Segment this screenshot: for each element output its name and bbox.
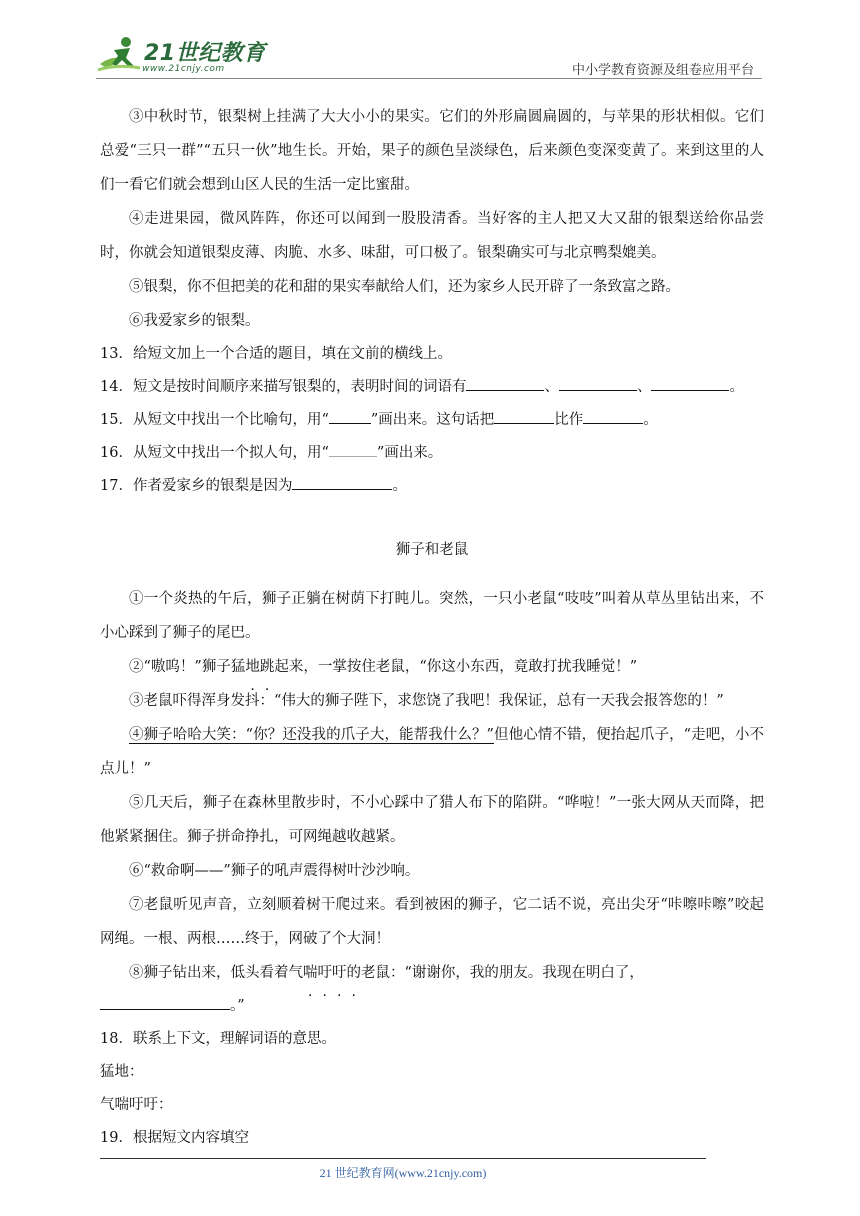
answer-blank[interactable] bbox=[583, 409, 643, 424]
question-15: 15．从短文中找出一个比喻句，用“ ”画出来。这句话把 比作 。 bbox=[100, 404, 764, 437]
passage1-paragraph-3: ③中秋时节，银梨树上挂满了大大小小的果实。它们的外形扁圆扁圆的，与苹果的形状相似。它们总爱“三只一群”“五只一伙”地生长。开始，果子的颜色呈淡绿色，后来颜色变深变黄了。来到这里的人们一看它们就会想到山区人民的生活一定比蜜甜。 bbox=[100, 109, 764, 193]
question-13: 13．给短文加上一个合适的题目，填在文前的横线上。 bbox=[100, 346, 452, 362]
underlined-sentence: ④狮子哈哈大笑：“你？还没我的爪子大，能帮我什么？” bbox=[129, 726, 494, 743]
question-16: 16．从短文中找出一个拟人句，用“ ”画出来。 bbox=[100, 437, 764, 470]
underline-sample bbox=[329, 409, 371, 424]
page-header bbox=[96, 34, 762, 78]
header-divider bbox=[96, 78, 762, 79]
dotted-char: 猛 bbox=[230, 658, 246, 675]
dotted-char: 吁 bbox=[317, 964, 332, 981]
passage1-paragraph-6: ⑥我爱家乡的银梨。 bbox=[129, 313, 260, 329]
answer-blank[interactable] bbox=[559, 376, 637, 391]
answer-blank[interactable] bbox=[292, 475, 392, 490]
dotted-char: 吁 bbox=[332, 964, 347, 981]
logo-url: www.21cnjy.com bbox=[142, 64, 225, 74]
wavy-underline-sample bbox=[329, 442, 377, 457]
passage2-paragraph-8-continued: 。” bbox=[100, 990, 764, 1023]
passage2-paragraph-5: ⑤几天后，狮子在森林里散步时，不小心踩中了猎人布下的陷阱。“哗啦！”一张大网从天而降，把他紧紧捆住。狮子拼命挣扎，可网绳越收越紧。 bbox=[100, 794, 764, 845]
passage1-paragraph-4: ④走进果园，微风阵阵，你还可以闻到一股股清香。当好客的主人把又大又甜的银梨送给你品尝时，你就会知道银梨皮薄、肉脆、水多、味甜，可口极了。银梨确实可与北京鸭梨媲美。 bbox=[100, 211, 764, 261]
question-17: 17．作者爱家乡的银梨是因为 。 bbox=[100, 470, 764, 503]
passage2-paragraph-1: ①一个炎热的午后，狮子正躺在树荫下打盹儿。突然，一只小老鼠“吱吱”叫着从草丛里钻出来，不小心踩到了狮子的尾巴。 bbox=[100, 590, 764, 641]
footer-divider bbox=[100, 1158, 706, 1159]
dotted-char: 气 bbox=[288, 964, 303, 981]
question-18-word-1: 猛地： bbox=[100, 1063, 144, 1080]
dotted-char: 地 bbox=[245, 658, 260, 675]
question-14: 14．短文是按时间顺序来描写银梨的，表明时间的词语有 、 、 。 bbox=[100, 371, 764, 404]
question-19: 19．根据短文内容填空 bbox=[100, 1129, 249, 1146]
passage2-paragraph-4: ④狮子哈哈大笑：“你？还没我的爪子大，能帮我什么？”但他心情不错，便抬起爪子，“走吧，小不点儿！” bbox=[100, 726, 764, 777]
passage2-paragraph-8: ⑧狮子钻出来，低头看着气喘吁吁的老鼠：“谢谢你，我的朋友。我现在明白了， bbox=[129, 964, 644, 981]
passage2-paragraph-2: ②“嗷呜！”狮子猛地跳起来，一掌按住老鼠，“你这小东西，竟敢打扰我睡觉！” bbox=[129, 658, 638, 675]
passage2-paragraph-7: ⑦老鼠听见声音，立刻顺着树干爬过来。看到被困的狮子，它二话不说，亮出尖牙“咔嚓咔嚓”咬起网绳。一根、两根……终于，网破了个大洞！ bbox=[100, 896, 764, 947]
answer-blank[interactable] bbox=[494, 409, 554, 424]
answer-blank[interactable] bbox=[100, 995, 230, 1010]
question-18-word-2: 气喘吁吁： bbox=[100, 1096, 173, 1113]
logo-text: 21世纪教育 bbox=[144, 41, 266, 66]
document-body bbox=[100, 100, 764, 1155]
logo bbox=[96, 34, 266, 76]
passage2-title: 狮子和老鼠 bbox=[395, 542, 469, 558]
dotted-char: 喘 bbox=[303, 964, 318, 981]
answer-blank[interactable] bbox=[651, 376, 729, 391]
answer-blank[interactable] bbox=[466, 376, 544, 391]
passage2-paragraph-3: ③老鼠吓得浑身发抖：“伟大的狮子陛下，求您饶了我吧！我保证，总有一天我会报答您的！” bbox=[129, 692, 724, 709]
runner-logo-icon bbox=[96, 34, 144, 76]
platform-name: 中小学教育资源及组卷应用平台 bbox=[571, 63, 754, 78]
passage1-paragraph-5: ⑤银梨，你不但把美的花和甜的果实奉献给人们，还为家乡人民开辟了一条致富之路。 bbox=[129, 279, 680, 295]
question-18: 18．联系上下文，理解词语的意思。 bbox=[100, 1030, 336, 1047]
passage2-paragraph-6: ⑥“救命啊——”狮子的吼声震得树叶沙沙响。 bbox=[129, 862, 420, 879]
page-footer: 21 世纪教育网(www.21cnjy.com) bbox=[319, 1166, 487, 1180]
